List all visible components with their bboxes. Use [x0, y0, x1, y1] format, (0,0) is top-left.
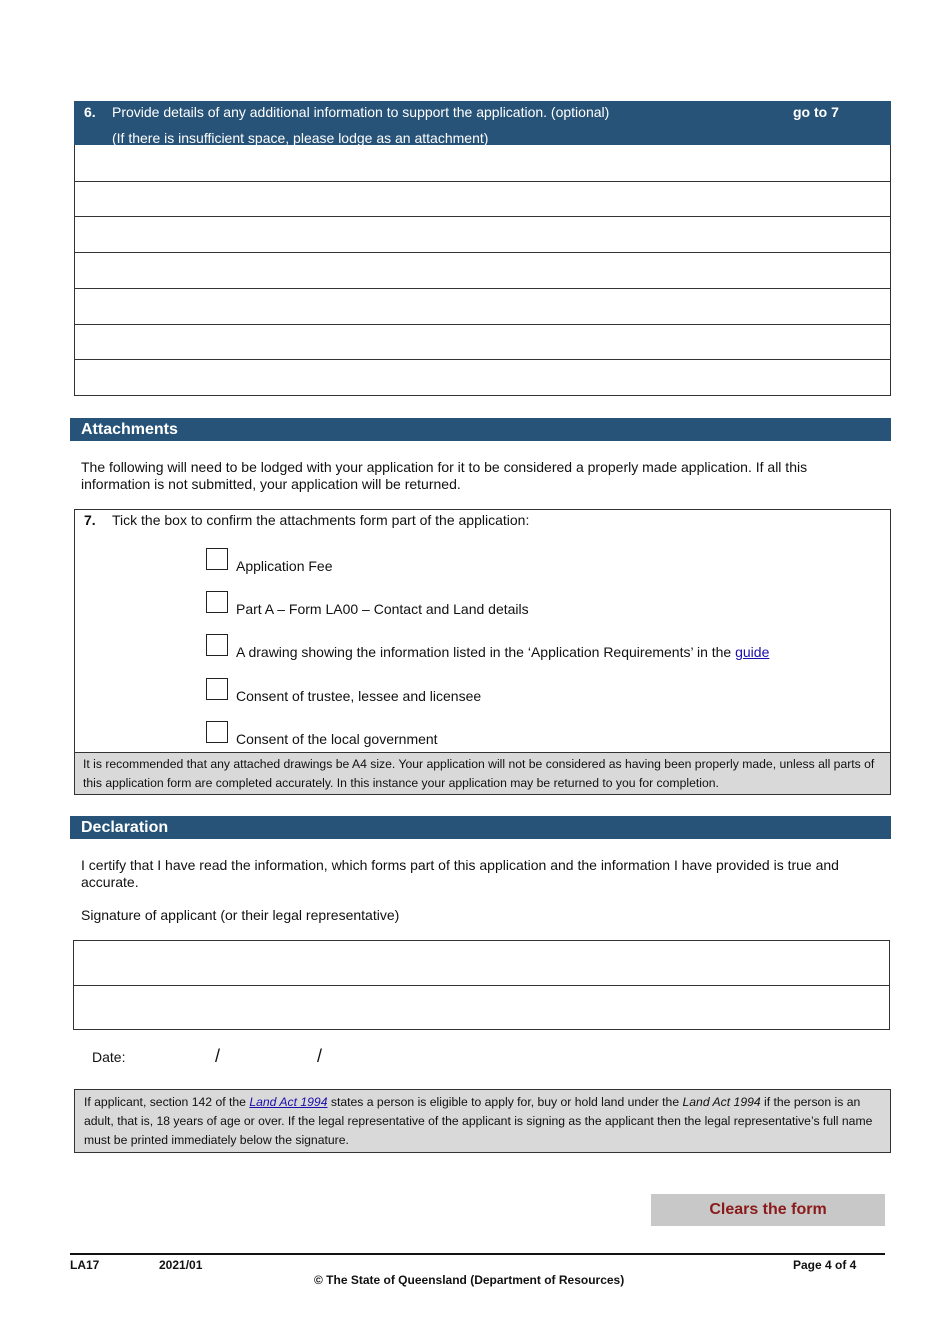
date-label: Date: — [92, 1049, 126, 1065]
attachments-heading: Attachments — [70, 418, 891, 441]
footer-divider — [70, 1253, 885, 1255]
signature-divider — [74, 985, 889, 986]
q7-question: Tick the box to confirm the attachments form part of the application: — [112, 512, 530, 528]
answer-line — [75, 359, 890, 360]
checkbox-part-a[interactable] — [206, 591, 228, 613]
q6-number: 6. — [84, 104, 96, 120]
declaration-certify: I certify that I have read the information, which forms part of this application and the information I have provided is true and accurate. — [81, 857, 839, 890]
q6-subtext: (If there is insufficient space, please lodge as an attachment) — [112, 130, 489, 146]
clear-form-button[interactable]: Clears the form — [651, 1194, 885, 1226]
attachments-intro: The following will need to be lodged with your application for it to be considered a properly made application. If all this information is not submitted, your application will be returned. — [81, 459, 808, 492]
form-code: LA17 — [70, 1258, 100, 1272]
label-drawing: A drawing showing the information listed in the ‘Application Requirements’ in the guide — [236, 644, 770, 660]
answer-line — [75, 216, 890, 217]
answer-line — [75, 252, 890, 253]
checkbox-drawing[interactable] — [206, 634, 228, 656]
date-month-input[interactable] — [232, 1044, 312, 1068]
checkbox-application-fee[interactable] — [206, 548, 228, 570]
form-version: 2021/01 — [159, 1258, 203, 1272]
label-part-a: Part A – Form LA00 – Contact and Land details — [236, 601, 529, 617]
signature-label: Signature of applicant (or their legal representative) — [81, 907, 400, 923]
attachments-note: It is recommended that any attached drawings be A4 size. Your application will not be considered as having been properly made, unless all parts of this application form are completed accurately. In this instance your application may be returned to you for completion. — [75, 752, 890, 794]
answer-line — [75, 181, 890, 182]
answer-line — [75, 288, 890, 289]
checkbox-consent-trustee[interactable] — [206, 678, 228, 700]
signature-field[interactable] — [73, 940, 890, 1030]
declaration-heading: Declaration — [70, 816, 891, 839]
q6-answer-area[interactable] — [74, 145, 891, 396]
guide-link[interactable]: guide — [735, 644, 770, 660]
label-consent-trustee: Consent of trustee, lessee and licensee — [236, 688, 482, 704]
date-year-input[interactable] — [334, 1044, 424, 1068]
land-act-link[interactable]: Land Act 1994 — [249, 1095, 328, 1109]
date-separator: / — [317, 1046, 323, 1066]
q6-question: Provide details of any additional information to support the application. (optional) — [112, 104, 610, 120]
page-number: Page 4 of 4 — [793, 1258, 857, 1272]
q7-number: 7. — [84, 512, 96, 528]
label-consent-local-gov: Consent of the local government — [236, 731, 438, 747]
q6-goto: go to 7 — [793, 104, 839, 120]
checkbox-consent-local-gov[interactable] — [206, 721, 228, 743]
label-application-fee: Application Fee — [236, 558, 333, 574]
answer-line — [75, 324, 890, 325]
date-day-input[interactable] — [135, 1044, 211, 1068]
legal-note: If applicant, section 142 of the Land Act 1994 states a person is eligible to apply for, buy or hold land under the Land Act 1994 if the person is an adult, that is, 18 years of age or over. If the legal representative of the applicant is signing as the applicant then the legal representative’s full name must be printed immediately below the signature. — [74, 1089, 891, 1153]
date-separator: / — [215, 1046, 221, 1066]
copyright: © The State of Queensland (Department of Resources) — [314, 1273, 625, 1287]
